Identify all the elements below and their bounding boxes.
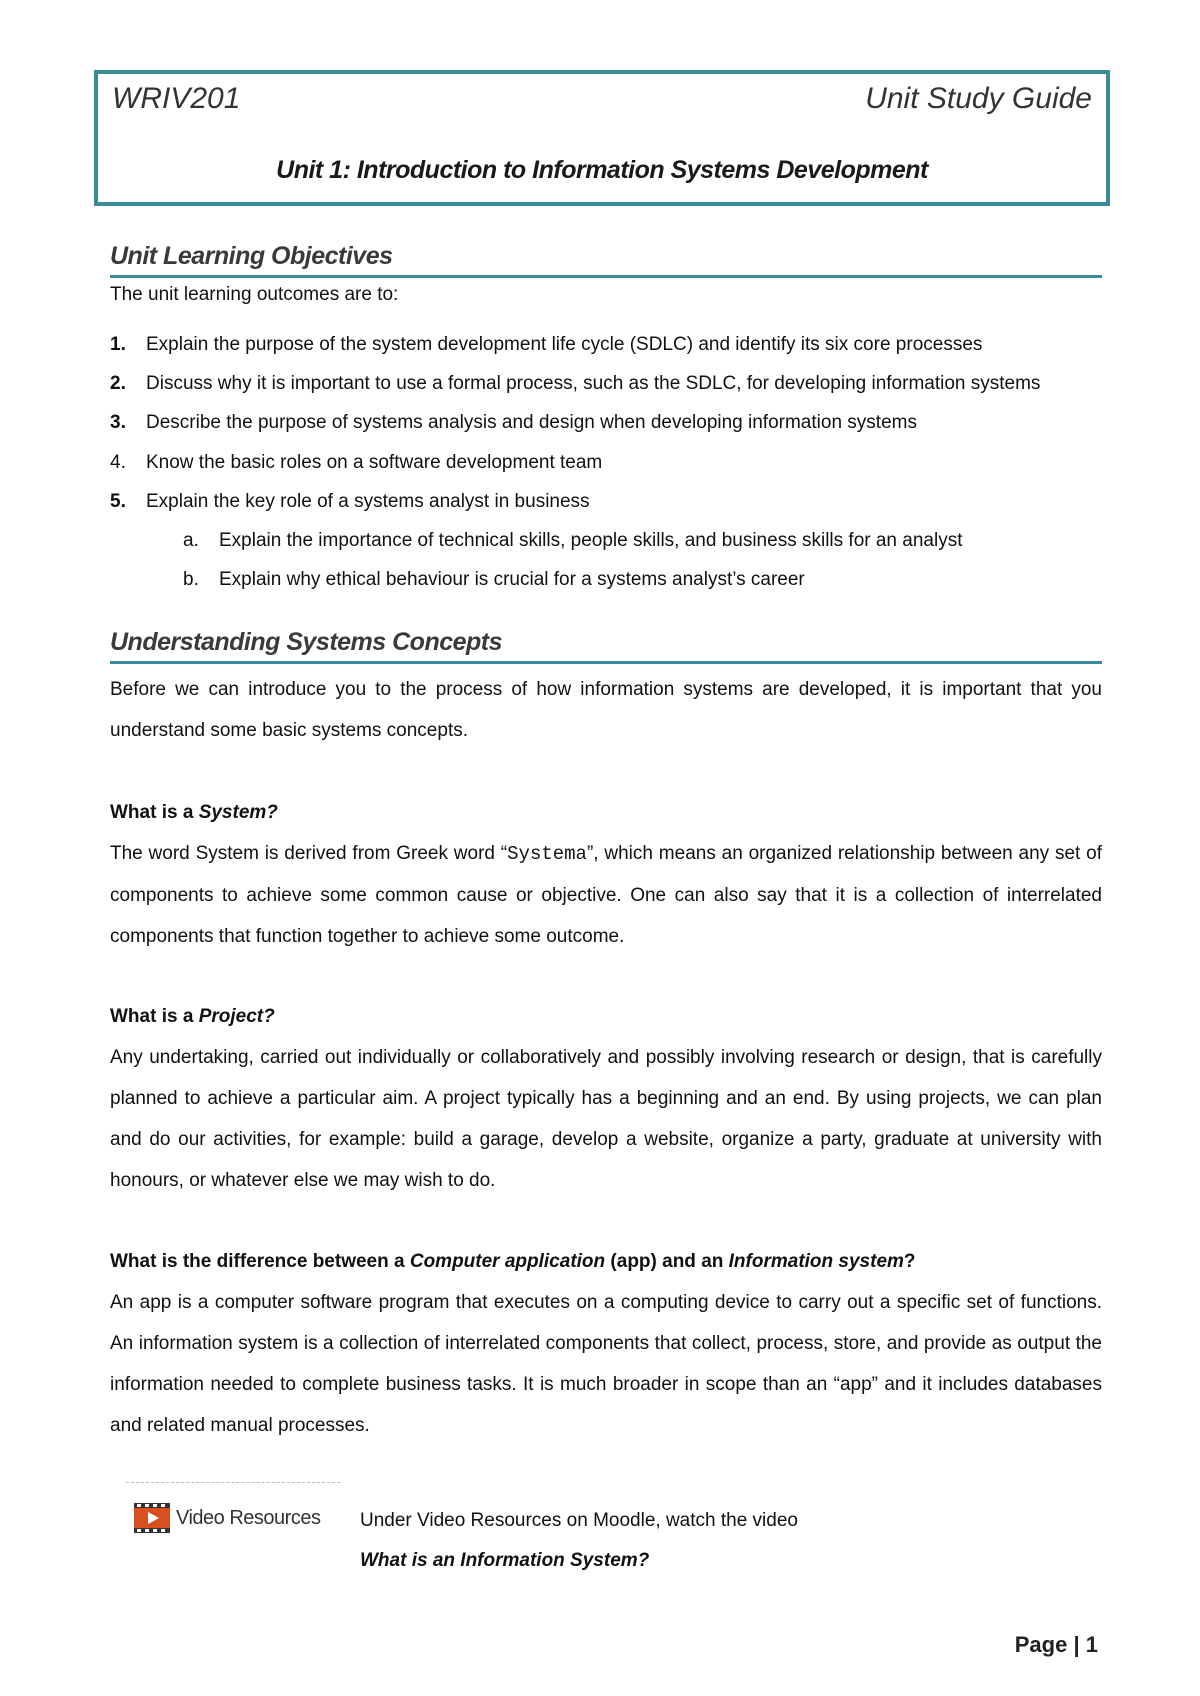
header-box	[94, 70, 1110, 206]
system-question: What is a System?	[110, 802, 278, 823]
objective-sub-item: b. Explain why ethical behaviour is crucial for a systems analyst’s career	[183, 569, 805, 590]
objective-item: 4. Know the basic roles on a software development team	[110, 452, 603, 473]
video-instruction: Under Video Resources on Moodle, watch the video	[360, 1510, 798, 1531]
project-definition: Any undertaking, carried out individually or collaboratively and possibly involving research or design, that is carefully planned to achieve a particular aim. A project typically has a beginning and an end. By using projects, we can plan and do our activities, for example: build a garage, develop a website, organize a party, graduate at university with honours, or whatever else we may wish to do.	[110, 1047, 1102, 1191]
document-type: Unit Study Guide	[865, 82, 1092, 115]
video-resources-label: Video Resources	[176, 1507, 321, 1529]
project-question: What is a Project?	[110, 1006, 275, 1027]
page-number: Page | 1	[1014, 1632, 1098, 1657]
video-film-icon	[134, 1503, 170, 1538]
concepts-intro: Before we can introduce you to the process of how information systems are developed, it is important that you understand some basic systems concepts.	[110, 679, 1102, 741]
objective-item: 1. Explain the purpose of the system development life cycle (SDLC) and identify its six core processes	[110, 334, 983, 355]
objectives-intro: The unit learning outcomes are to:	[110, 284, 399, 305]
objective-item: 5. Explain the key role of a systems analyst in business	[110, 491, 590, 512]
video-title: What is an Information System?	[360, 1550, 650, 1571]
objective-item: 2. Discuss why it is important to use a formal process, such as the SDLC, for developing information systems	[110, 373, 1041, 394]
course-code: WRIV201	[112, 82, 241, 115]
unit-title: Unit 1: Introduction to Information Systems Development	[276, 156, 928, 184]
system-definition: The word System is derived from Greek word “Systema”, which means an organized relationship between any set of components to achieve some common cause or objective. One can also say that it is a collection of interrelated components that function together to achieve some outcome.	[110, 843, 1102, 947]
difference-definition: An app is a computer software program that executes on a computing device to carry out a specific set of functions. An information system is a collection of interrelated components that collect, process, store, and provide as output the information needed to complete business tasks. It is much broader in scope than an “app” and it includes databases and related manual processes.	[110, 1292, 1102, 1436]
objectives-heading: Unit Learning Objectives	[110, 242, 1102, 278]
concepts-heading: Understanding Systems Concepts	[110, 628, 1102, 664]
objective-sub-item: a. Explain the importance of technical skills, people skills, and business skills for an analyst	[183, 530, 963, 551]
difference-question: What is the difference between a Computer application (app) and an Information system?	[110, 1251, 916, 1272]
objective-item: 3. Describe the purpose of systems analysis and design when developing information systems	[110, 412, 917, 433]
video-resources-badge	[126, 1482, 340, 1553]
